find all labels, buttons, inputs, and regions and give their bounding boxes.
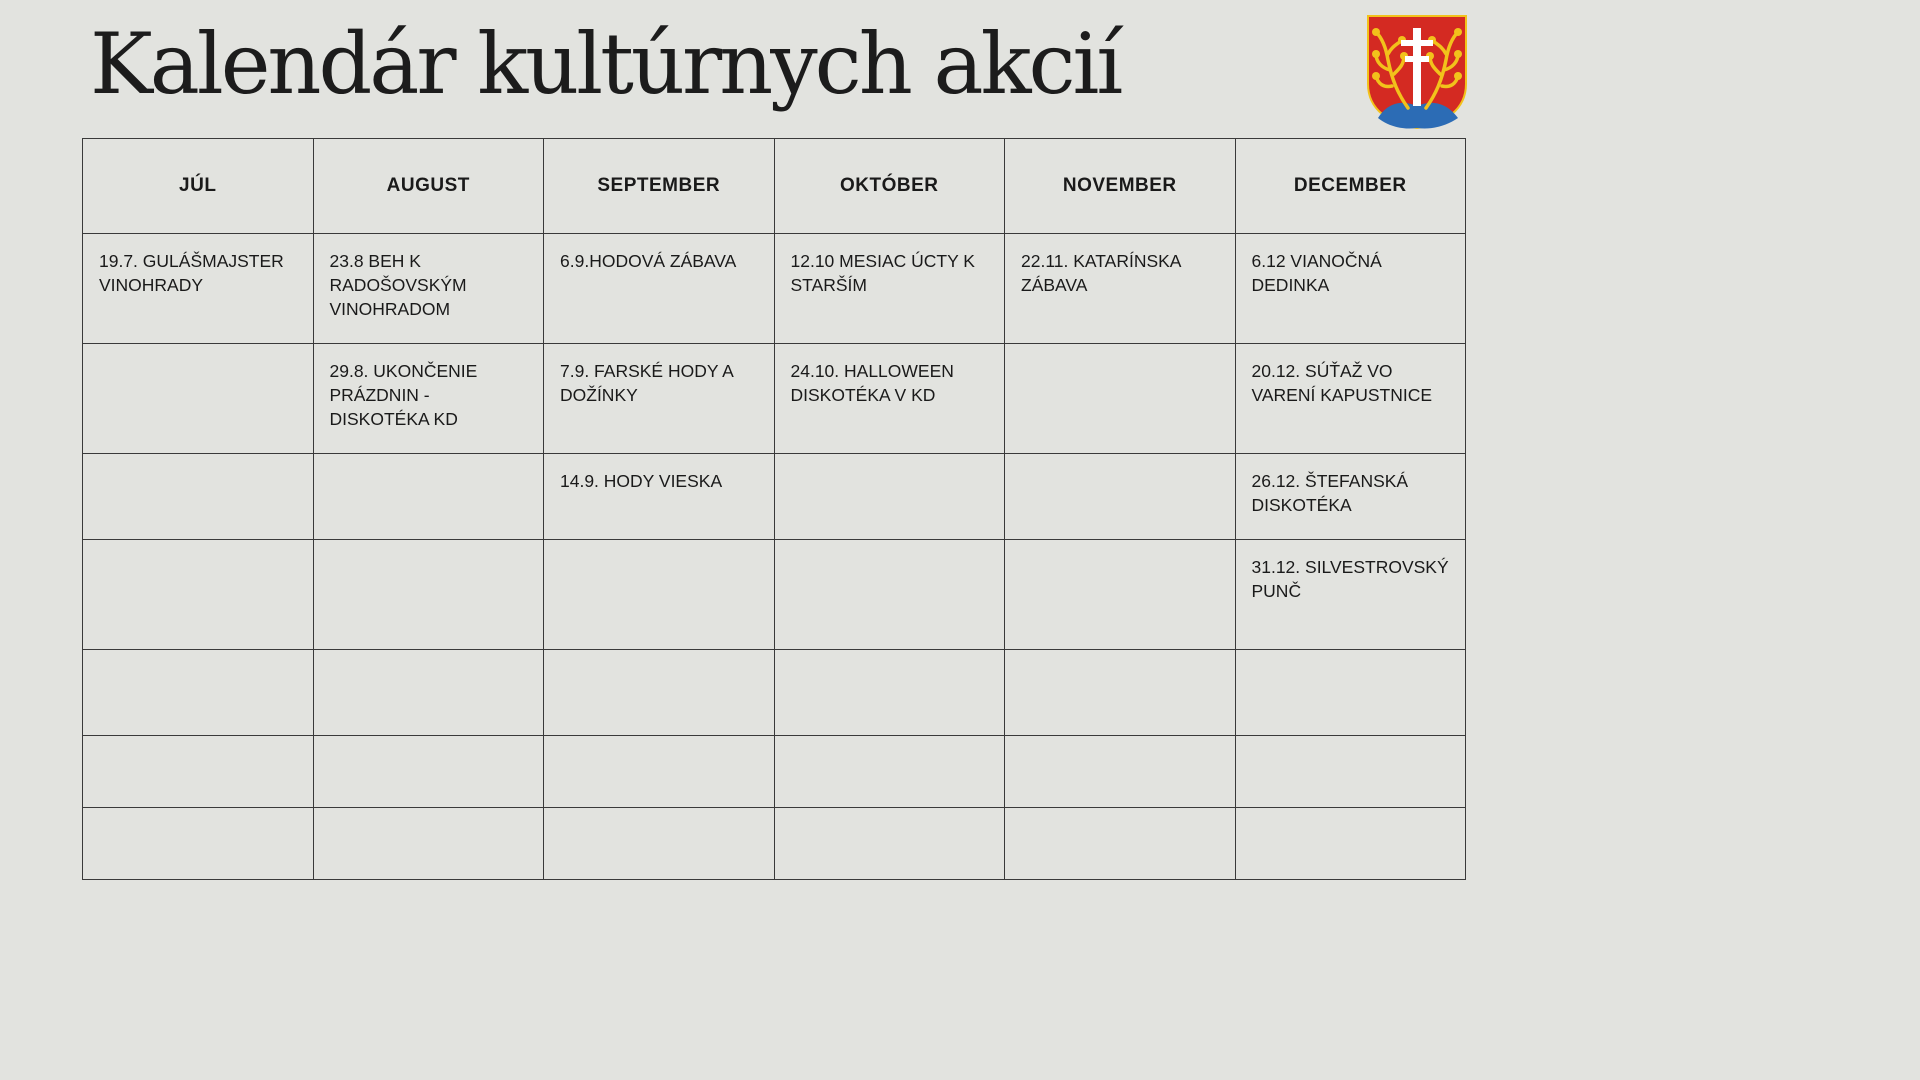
event-cell [83, 344, 314, 454]
table-row [83, 344, 1466, 454]
month-header: SEPTEMBER [544, 139, 775, 234]
month-header: OKTÓBER [774, 139, 1005, 234]
event-cell [774, 736, 1005, 808]
table-row [83, 808, 1466, 880]
event-cell: 29.8. UKONČENIE PRÁZDNIN - DISKOTÉKA KD [313, 344, 544, 454]
event-cell [83, 454, 314, 540]
event-cell [1005, 454, 1236, 540]
event-cell: 23.8 BEH K RADOŠOVSKÝM VINOHRADOM [313, 234, 544, 344]
event-cell: 24.10. HALLOWEEN DISKOTÉKA V KD [774, 344, 1005, 454]
event-cell [313, 736, 544, 808]
page-title: Kalendár kultúrnych akcií [90, 15, 1121, 113]
event-cell [1005, 808, 1236, 880]
event-cell [544, 650, 775, 736]
month-header: AUGUST [313, 139, 544, 234]
event-cell: 31.12. SILVESTROVSKÝ PUNČ [1235, 540, 1466, 650]
event-cell [83, 650, 314, 736]
month-header: DECEMBER [1235, 139, 1466, 234]
event-cell: 14.9. HODY VIESKA [544, 454, 775, 540]
event-cell [1235, 736, 1466, 808]
event-cell [83, 808, 314, 880]
event-cell: 26.12. ŠTEFANSKÁ DISKOTÉKA [1235, 454, 1466, 540]
event-cell [83, 736, 314, 808]
coat-of-arms-icon [1366, 14, 1468, 130]
table-row [83, 540, 1466, 650]
event-cell: 12.10 MESIAC ÚCTY K STARŠÍM [774, 234, 1005, 344]
event-cell: 6.9.HODOVÁ ZÁBAVA [544, 234, 775, 344]
table-row [83, 650, 1466, 736]
event-cell [774, 650, 1005, 736]
event-cell [774, 540, 1005, 650]
event-cell [313, 808, 544, 880]
event-cell: 20.12. SÚŤAŽ VO VARENÍ KAPUSTNICE [1235, 344, 1466, 454]
table-row [83, 234, 1466, 344]
event-cell [83, 540, 314, 650]
month-header: NOVEMBER [1005, 139, 1236, 234]
month-header-row [83, 139, 1466, 234]
event-cell [1235, 808, 1466, 880]
event-cell [1235, 650, 1466, 736]
event-cell [1005, 540, 1236, 650]
event-cell: 19.7. GULÁŠMAJSTER VINOHRADY [83, 234, 314, 344]
event-cell: 6.12 VIANOČNÁ DEDINKA [1235, 234, 1466, 344]
event-cell [774, 808, 1005, 880]
event-cell: 7.9. FARSKÉ HODY A DOŽÍNKY [544, 344, 775, 454]
table-row [83, 454, 1466, 540]
event-cell [1005, 650, 1236, 736]
table-row [83, 736, 1466, 808]
event-cell [544, 808, 775, 880]
event-cell [544, 540, 775, 650]
month-header: JÚL [83, 139, 314, 234]
event-cell [544, 736, 775, 808]
event-cell [313, 650, 544, 736]
event-cell [313, 454, 544, 540]
event-cell [313, 540, 544, 650]
event-cell [1005, 344, 1236, 454]
event-cell: 22.11. KATARÍNSKA ZÁBAVA [1005, 234, 1236, 344]
events-calendar-table [82, 138, 1466, 880]
event-cell [1005, 736, 1236, 808]
event-cell [774, 454, 1005, 540]
